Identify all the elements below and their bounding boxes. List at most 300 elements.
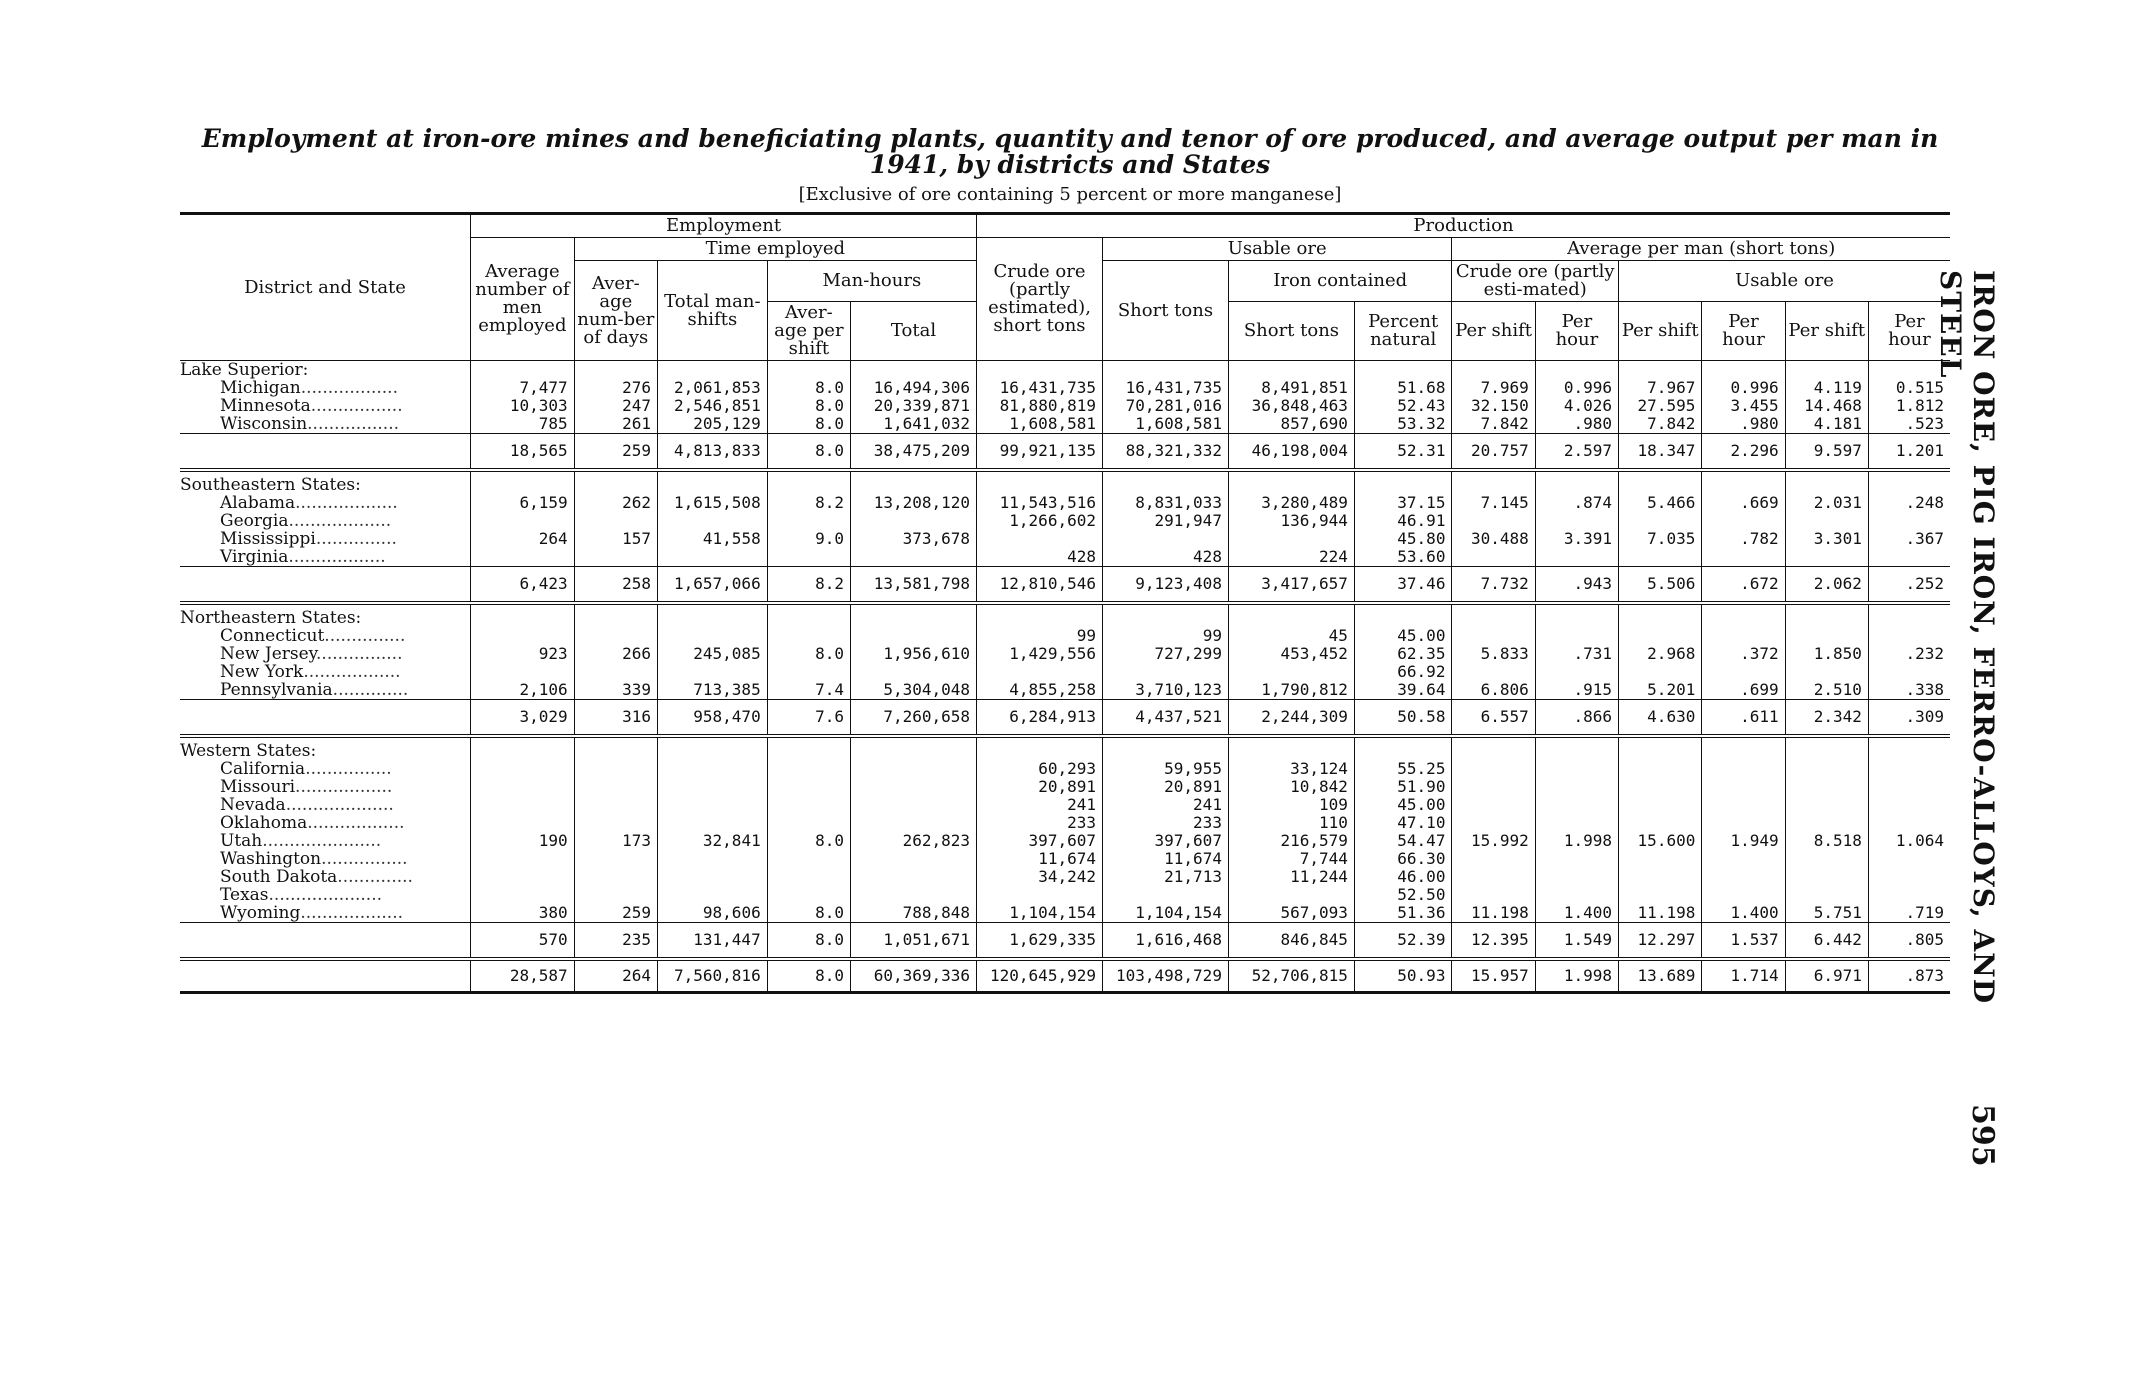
cell-i_hour: 1.812 (1868, 397, 1950, 415)
empty-cell (1228, 361, 1354, 380)
table-row (180, 627, 1950, 645)
header-iron-per-hour: Per hour (1868, 302, 1950, 361)
header-percent-natural: Percent natural (1354, 302, 1452, 361)
cell-pct: 51.90 (1354, 778, 1452, 796)
cell-pct: 62.35 (1354, 645, 1452, 663)
cell-men: 380 (471, 904, 575, 923)
state-cell (180, 494, 471, 512)
cell-i_shift: 8.518 (1785, 832, 1868, 850)
state-cell (180, 512, 471, 530)
subtotal-usable: 9,123,408 (1102, 567, 1228, 604)
cell-i_shift: 2.031 (1785, 494, 1868, 512)
header-crude-per-shift: Per shift (1452, 302, 1535, 361)
cell-hours: 13,208,120 (851, 494, 977, 512)
empty-cell (1228, 470, 1354, 494)
cell-shifts: 1,615,508 (657, 494, 767, 512)
header-employment: Employment (471, 214, 977, 238)
empty-cell (1102, 470, 1228, 494)
state-cell (180, 778, 471, 796)
cell-i_hour: .248 (1868, 494, 1950, 512)
cell-days (574, 850, 657, 868)
cell-c_shift (1452, 663, 1535, 681)
header-usable-ore-per-man: Usable ore (1619, 261, 1950, 302)
cell-crude: 99 (977, 627, 1103, 645)
subtotal-row (180, 700, 1950, 737)
cell-i_shift (1785, 814, 1868, 832)
cell-i_hour (1868, 796, 1950, 814)
cell-usable: 8,831,033 (1102, 494, 1228, 512)
cell-men: 190 (471, 832, 575, 850)
header-iron-per-shift: Per shift (1785, 302, 1868, 361)
cell-c_hour: .731 (1535, 645, 1618, 663)
cell-hps: 7.4 (767, 681, 850, 700)
cell-i_shift (1785, 760, 1868, 778)
cell-pct: 47.10 (1354, 814, 1452, 832)
group-header-row (180, 736, 1950, 760)
table-row (180, 868, 1950, 886)
empty-cell (471, 470, 575, 494)
subtotal-i_shift: 9.597 (1785, 434, 1868, 471)
cell-iron: 45 (1228, 627, 1354, 645)
subtotal-days: 259 (574, 434, 657, 471)
table-row (180, 415, 1950, 434)
state-cell (180, 645, 471, 663)
cell-i_shift: 5.751 (1785, 904, 1868, 923)
state-name: Missouri (220, 777, 296, 797)
empty-cell (657, 361, 767, 380)
cell-u_hour (1702, 512, 1785, 530)
leader-dots: ...................... (262, 831, 382, 851)
cell-iron: 8,491,851 (1228, 379, 1354, 397)
cell-c_shift (1452, 886, 1535, 904)
cell-u_hour (1702, 760, 1785, 778)
cell-days: 261 (574, 415, 657, 434)
cell-c_hour: 0.996 (1535, 379, 1618, 397)
cell-crude: 241 (977, 796, 1103, 814)
table-row (180, 814, 1950, 832)
subtotal-i_shift: 2.062 (1785, 567, 1868, 604)
subtotal-men: 3,029 (471, 700, 575, 737)
cell-hours: 5,304,048 (851, 681, 977, 700)
empty-cell (1619, 361, 1702, 380)
cell-u_shift: 5.201 (1619, 681, 1702, 700)
group-header-row (180, 603, 1950, 627)
state-cell (180, 548, 471, 567)
table-caption: Employment at iron-ore mines and beneficiating plants, quantity and tenor of ore produced, and average output per man in 1941, by districts and States (201, 124, 1939, 179)
cell-iron: 7,744 (1228, 850, 1354, 868)
cell-hps (767, 796, 850, 814)
grand-total-crude: 120,645,929 (977, 959, 1103, 993)
cell-iron: 224 (1228, 548, 1354, 567)
subtotal-label (180, 567, 471, 604)
cell-crude: 60,293 (977, 760, 1103, 778)
cell-days (574, 886, 657, 904)
cell-men (471, 548, 575, 567)
cell-i_hour (1868, 663, 1950, 681)
cell-hps (767, 778, 850, 796)
cell-u_hour (1702, 868, 1785, 886)
state-name: Alabama (220, 493, 296, 513)
empty-cell (1452, 470, 1535, 494)
empty-cell (1102, 361, 1228, 380)
cell-hours (851, 850, 977, 868)
cell-pct: 39.64 (1354, 681, 1452, 700)
cell-i_hour (1868, 850, 1950, 868)
subtotal-hps: 7.6 (767, 700, 850, 737)
subtotal-i_hour: .252 (1868, 567, 1950, 604)
cell-shifts (657, 886, 767, 904)
table-row (180, 530, 1950, 548)
subtotal-label (180, 923, 471, 960)
cell-hours (851, 778, 977, 796)
cell-u_hour: 0.996 (1702, 379, 1785, 397)
cell-shifts: 205,129 (657, 415, 767, 434)
subtotal-hours: 13,581,798 (851, 567, 977, 604)
cell-crude (977, 530, 1103, 548)
cell-usable: 1,608,581 (1102, 415, 1228, 434)
empty-cell (1619, 736, 1702, 760)
header-iron-contained: Iron contained (1228, 261, 1452, 302)
table-row (180, 832, 1950, 850)
empty-cell (1619, 470, 1702, 494)
state-name: South Dakota (220, 867, 338, 887)
cell-shifts (657, 663, 767, 681)
cell-crude: 1,104,154 (977, 904, 1103, 923)
cell-u_shift (1619, 760, 1702, 778)
leader-dots: ................. (310, 396, 403, 416)
cell-u_hour: .669 (1702, 494, 1785, 512)
empty-cell (1354, 736, 1452, 760)
cell-u_hour (1702, 886, 1785, 904)
cell-men (471, 512, 575, 530)
cell-iron (1228, 663, 1354, 681)
cell-i_hour (1868, 778, 1950, 796)
state-cell (180, 397, 471, 415)
cell-days (574, 663, 657, 681)
empty-cell (1102, 603, 1228, 627)
cell-c_hour: 1.998 (1535, 832, 1618, 850)
header-usable-short-tons: Short tons (1102, 261, 1228, 361)
cell-hours (851, 868, 977, 886)
cell-crude: 4,855,258 (977, 681, 1103, 700)
cell-shifts: 32,841 (657, 832, 767, 850)
cell-i_shift: 14.468 (1785, 397, 1868, 415)
cell-hps (767, 627, 850, 645)
cell-iron: 33,124 (1228, 760, 1354, 778)
cell-pct: 51.68 (1354, 379, 1452, 397)
state-name: Texas (220, 885, 269, 905)
cell-usable: 428 (1102, 548, 1228, 567)
cell-usable: 59,955 (1102, 760, 1228, 778)
subtotal-iron: 846,845 (1228, 923, 1354, 960)
cell-days: 173 (574, 832, 657, 850)
cell-hours: 16,494,306 (851, 379, 977, 397)
leader-dots: .................. (303, 662, 401, 682)
cell-c_shift (1452, 627, 1535, 645)
leader-dots: ............... (315, 529, 397, 549)
cell-men (471, 760, 575, 778)
cell-days (574, 512, 657, 530)
grand-total-hours: 60,369,336 (851, 959, 977, 993)
leader-dots: .............. (332, 680, 409, 700)
cell-c_hour (1535, 850, 1618, 868)
cell-i_shift (1785, 868, 1868, 886)
subtotal-shifts: 1,657,066 (657, 567, 767, 604)
grand-total-usable: 103,498,729 (1102, 959, 1228, 993)
group-name: Lake Superior: (180, 360, 309, 380)
subtotal-i_hour: .309 (1868, 700, 1950, 737)
state-name: New York (220, 662, 304, 682)
subtotal-hps: 8.0 (767, 434, 850, 471)
header-avg-men: Average number of men employed (471, 238, 575, 361)
state-cell (180, 379, 471, 397)
cell-usable: 3,710,123 (1102, 681, 1228, 700)
state-cell (180, 850, 471, 868)
group-name: Southeastern States: (180, 470, 471, 494)
table-row (180, 796, 1950, 814)
cell-crude: 81,880,819 (977, 397, 1103, 415)
empty-cell (977, 736, 1103, 760)
cell-u_shift (1619, 886, 1702, 904)
empty-cell (657, 736, 767, 760)
leader-dots: .................... (285, 795, 394, 815)
cell-shifts (657, 512, 767, 530)
table-row (180, 760, 1950, 778)
cell-c_shift (1452, 512, 1535, 530)
empty-cell (1354, 361, 1452, 380)
subtotal-pct: 52.31 (1354, 434, 1452, 471)
cell-hps: 8.0 (767, 904, 850, 923)
cell-hps: 8.0 (767, 832, 850, 850)
cell-c_shift: 5.833 (1452, 645, 1535, 663)
cell-hps (767, 663, 850, 681)
header-avg-per-man: Average per man (short tons) (1452, 238, 1950, 261)
subtotal-u_shift: 5.506 (1619, 567, 1702, 604)
cell-u_shift (1619, 663, 1702, 681)
cell-i_shift (1785, 512, 1868, 530)
cell-u_shift (1619, 814, 1702, 832)
state-cell (180, 760, 471, 778)
table-row (180, 681, 1950, 700)
cell-u_hour: 3.455 (1702, 397, 1785, 415)
subtotal-u_hour: 1.537 (1702, 923, 1785, 960)
subtotal-label (180, 700, 471, 737)
cell-iron: 567,093 (1228, 904, 1354, 923)
empty-cell (1785, 736, 1868, 760)
state-name: Michigan (220, 378, 301, 398)
state-name: Georgia (220, 511, 289, 531)
cell-shifts: 2,061,853 (657, 379, 767, 397)
cell-u_hour: 1.400 (1702, 904, 1785, 923)
empty-cell (574, 736, 657, 760)
cell-hps: 8.0 (767, 397, 850, 415)
empty-cell (1702, 603, 1785, 627)
header-hours-total: Total (851, 302, 977, 361)
empty-cell (1535, 361, 1618, 380)
cell-u_shift (1619, 850, 1702, 868)
cell-usable (1102, 663, 1228, 681)
subtotal-shifts: 958,470 (657, 700, 767, 737)
cell-u_hour (1702, 778, 1785, 796)
cell-i_shift: 3.301 (1785, 530, 1868, 548)
cell-pct: 55.25 (1354, 760, 1452, 778)
empty-cell (1868, 470, 1950, 494)
empty-cell (1785, 603, 1868, 627)
cell-pct: 46.00 (1354, 868, 1452, 886)
cell-shifts: 245,085 (657, 645, 767, 663)
empty-cell (1452, 736, 1535, 760)
cell-c_shift: 7.969 (1452, 379, 1535, 397)
leader-dots: .................. (295, 777, 393, 797)
cell-crude: 16,431,735 (977, 379, 1103, 397)
cell-u_hour (1702, 548, 1785, 567)
cell-i_hour: .367 (1868, 530, 1950, 548)
table-subcaption: [Exclusive of ore containing 5 percent or more manganese] (798, 184, 1342, 205)
subtotal-u_shift: 4.630 (1619, 700, 1702, 737)
cell-crude (977, 886, 1103, 904)
cell-iron: 857,690 (1228, 415, 1354, 434)
subtotal-c_shift: 20.757 (1452, 434, 1535, 471)
cell-hps: 8.0 (767, 415, 850, 434)
cell-shifts (657, 868, 767, 886)
cell-hps (767, 868, 850, 886)
state-name: Utah (220, 831, 263, 851)
cell-days (574, 760, 657, 778)
cell-pct: 53.32 (1354, 415, 1452, 434)
grand-total-hps: 8.0 (767, 959, 850, 993)
cell-iron: 453,452 (1228, 645, 1354, 663)
cell-crude: 11,543,516 (977, 494, 1103, 512)
table-row (180, 904, 1950, 923)
cell-usable: 11,674 (1102, 850, 1228, 868)
cell-u_hour: .699 (1702, 681, 1785, 700)
cell-days (574, 814, 657, 832)
cell-c_hour (1535, 868, 1618, 886)
leader-dots: ................... (295, 493, 398, 513)
state-cell (180, 814, 471, 832)
cell-usable: 16,431,735 (1102, 379, 1228, 397)
subtotal-hps: 8.0 (767, 923, 850, 960)
cell-i_hour: .338 (1868, 681, 1950, 700)
state-name: Pennsylvania (220, 680, 333, 700)
subtotal-pct: 52.39 (1354, 923, 1452, 960)
subtotal-i_hour: .805 (1868, 923, 1950, 960)
cell-iron (1228, 530, 1354, 548)
cell-iron: 36,848,463 (1228, 397, 1354, 415)
cell-days: 247 (574, 397, 657, 415)
cell-days (574, 778, 657, 796)
cell-iron: 216,579 (1228, 832, 1354, 850)
cell-u_shift: 2.968 (1619, 645, 1702, 663)
state-name: Wisconsin (220, 414, 308, 434)
empty-cell (1102, 736, 1228, 760)
header-usable-per-hour: Per hour (1702, 302, 1785, 361)
leader-dots: ................ (321, 849, 408, 869)
cell-crude: 1,429,556 (977, 645, 1103, 663)
cell-u_shift: 5.466 (1619, 494, 1702, 512)
empty-cell (574, 603, 657, 627)
cell-c_shift: 7.145 (1452, 494, 1535, 512)
cell-u_hour (1702, 796, 1785, 814)
subtotal-shifts: 4,813,833 (657, 434, 767, 471)
cell-c_shift: 7.842 (1452, 415, 1535, 434)
empty-cell (1354, 603, 1452, 627)
cell-i_shift: 4.119 (1785, 379, 1868, 397)
grand-total-i_hour: .873 (1868, 959, 1950, 993)
empty-cell (1785, 470, 1868, 494)
grand-total-u_shift: 13.689 (1619, 959, 1702, 993)
table-row (180, 512, 1950, 530)
empty-cell (471, 736, 575, 760)
cell-usable: 1,104,154 (1102, 904, 1228, 923)
group-name: Western States: (180, 736, 471, 760)
cell-hps (767, 814, 850, 832)
leader-dots: .................. (307, 813, 405, 833)
cell-hours (851, 814, 977, 832)
state-name: Minnesota (220, 396, 311, 416)
subtotal-usable: 88,321,332 (1102, 434, 1228, 471)
empty-cell (1452, 361, 1535, 380)
cell-men: 785 (471, 415, 575, 434)
empty-cell (574, 361, 657, 380)
cell-crude: 428 (977, 548, 1103, 567)
header-avg-days: Aver-age num-ber of days (574, 261, 657, 361)
cell-i_hour: .719 (1868, 904, 1950, 923)
cell-hours: 788,848 (851, 904, 977, 923)
cell-c_shift: 15.992 (1452, 832, 1535, 850)
cell-i_shift: 2.510 (1785, 681, 1868, 700)
cell-c_shift (1452, 778, 1535, 796)
cell-c_shift (1452, 760, 1535, 778)
empty-cell (977, 361, 1103, 380)
leader-dots: ................ (305, 759, 392, 779)
empty-cell (1785, 361, 1868, 380)
cell-i_shift (1785, 796, 1868, 814)
cell-u_hour: .980 (1702, 415, 1785, 434)
cell-hours (851, 796, 977, 814)
cell-hps: 8.0 (767, 379, 850, 397)
subtotal-pct: 37.46 (1354, 567, 1452, 604)
cell-i_hour: 0.515 (1868, 379, 1950, 397)
header-crude-per-hour: Per hour (1535, 302, 1618, 361)
subtotal-u_shift: 12.297 (1619, 923, 1702, 960)
subtotal-shifts: 131,447 (657, 923, 767, 960)
grand-total-i_shift: 6.971 (1785, 959, 1868, 993)
cell-i_hour (1868, 627, 1950, 645)
empty-cell (1619, 603, 1702, 627)
subtotal-c_hour: .866 (1535, 700, 1618, 737)
cell-i_shift (1785, 663, 1868, 681)
subtotal-hps: 8.2 (767, 567, 850, 604)
leader-dots: ................... (300, 903, 404, 923)
cell-i_shift: 1.850 (1785, 645, 1868, 663)
cell-pct: 54.47 (1354, 832, 1452, 850)
subtotal-c_hour: .943 (1535, 567, 1618, 604)
cell-hps (767, 886, 850, 904)
state-cell (180, 868, 471, 886)
cell-c_shift (1452, 868, 1535, 886)
subtotal-hours: 7,260,658 (851, 700, 977, 737)
cell-shifts (657, 548, 767, 567)
cell-c_hour: 4.026 (1535, 397, 1618, 415)
cell-usable (1102, 530, 1228, 548)
cell-hours: 1,956,610 (851, 645, 977, 663)
grand-total-c_shift: 15.957 (1452, 959, 1535, 993)
cell-crude: 1,608,581 (977, 415, 1103, 434)
cell-u_hour: 1.949 (1702, 832, 1785, 850)
subtotal-pct: 50.58 (1354, 700, 1452, 737)
empty-cell (1535, 736, 1618, 760)
